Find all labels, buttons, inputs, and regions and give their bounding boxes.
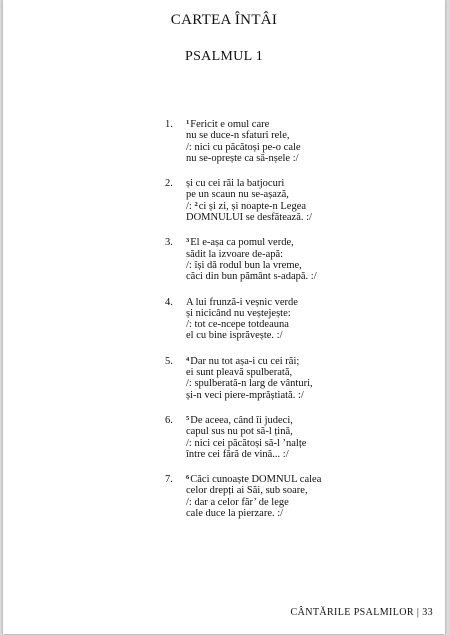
verse-number: 5. [165,355,173,367]
verse [165,178,435,223]
verse-line [186,497,435,508]
line-text: De aceea, când îi judeci, [190,414,293,426]
book-title: CARTEA ÎNTÂI [170,12,278,28]
line-text: nu se duce-n sfaturi rele, [186,130,290,142]
line-text: și nicicând nu veștejește: [186,307,291,319]
line-text: sădit la izvoare de-apă: [186,248,284,260]
verse-number: 6. [165,414,173,426]
verse-line [186,212,435,223]
line-text: între cei fără de vină... :/ [186,448,289,460]
line-text: DOMNULUI se desfătează. :/ [186,212,312,224]
line-text: El e-așa ca pomul verde, [190,237,294,249]
verse-line [186,130,435,141]
verse-line [186,508,435,519]
verse-line [186,330,435,341]
verse-line [186,178,435,189]
verse-line [186,189,435,200]
verse-number: 3. [165,237,173,249]
line-text: căci din bun pământ s-adapă. :/ [186,271,317,283]
verse-line [186,367,435,378]
verse-line [186,201,435,212]
page-footer [291,607,433,618]
page-number: 33 [422,607,433,618]
line-text: Fericit e omul care [190,119,270,130]
verse-number: 7. [165,474,173,486]
running-title: CÂNTĂRILE PSALMILOR [290,607,414,618]
line-text: Căci cunoaște DOMNUL calea [190,474,322,486]
bible-verse-number: 6 [186,474,190,482]
line-text: /: tot ce-ncepe totdeauna [186,319,289,331]
verse-lines [186,415,435,460]
line-text: Dar nu tot așa-i cu cei răi; [190,355,300,367]
line-text: ci și zi, și noapte-n Legea [198,200,307,212]
line-text: cale duce la pierzare. :/ [186,508,284,520]
verse-number: 1. [165,119,173,130]
verse-line [186,142,435,153]
bible-verse-number: 3 [186,237,190,245]
verse-line [186,119,435,130]
line-text: /: își dă rodul bun la vreme, [186,259,302,271]
verse-line [186,449,435,460]
verse-line [186,237,435,248]
psalm-verses [165,119,435,533]
verse-line [186,297,435,308]
verse-line [186,319,435,330]
line-text: pe un scaun nu se-așază, [186,189,289,201]
line-text: /: dar a celor făr’ de lege [186,496,289,508]
verse-lines [186,356,435,401]
verse-line [186,356,435,367]
verse-line [186,426,435,437]
bible-verse-number: 4 [186,355,190,363]
verse [165,474,435,519]
verse-lines [186,119,435,164]
verse-line [186,438,435,449]
verse-line [186,485,435,496]
book-page [3,0,445,634]
verse-line [186,308,435,319]
psalm-title: PSALMUL 1 [184,49,264,64]
line-text: el cu bine isprăvește. :/ [186,330,283,342]
verse [165,415,435,460]
verse-line [186,260,435,271]
verse-lines [186,178,435,223]
bible-verse-number: 1 [186,119,190,126]
line-text: /: nici cu păcătoși pe-o cale [186,141,301,153]
verse [165,237,435,282]
verse-lines [186,237,435,282]
verse [165,119,435,164]
footer-separator: | [416,607,420,618]
verse-line [186,249,435,260]
verse-line [186,474,435,485]
line-text: celor drepți ai Săi, sub soare, [186,485,308,497]
verse-line [186,390,435,401]
verse-lines [186,474,435,519]
repeat-mark: /: [186,200,195,212]
verse [165,356,435,401]
verse-lines [186,297,435,342]
line-text: /: spulberată-n larg de vânturi, [186,378,313,390]
line-text: și-n veci piere-mprăștiată. :/ [186,389,304,401]
bible-verse-number: 5 [186,414,190,422]
verse-line [186,378,435,389]
verse [165,297,435,342]
line-text: nu se-oprește ca să-nșele :/ [186,152,299,164]
line-text: /: nici cei păcătoși să-l ’nalțe [186,437,307,449]
line-text: capul sus nu pot să-l țină, [186,426,293,438]
verse-number: 2. [165,178,173,190]
bible-verse-number: 2 [194,200,198,208]
line-text: A lui frunză-i veșnic verde [186,296,298,308]
verse-line [186,271,435,282]
line-text: și cu cei răi la batjocuri [186,178,285,190]
line-text: ei sunt pleavă spulberată, [186,367,293,379]
verse-number: 4. [165,296,173,308]
verse-line [186,153,435,164]
verse-line [186,415,435,426]
